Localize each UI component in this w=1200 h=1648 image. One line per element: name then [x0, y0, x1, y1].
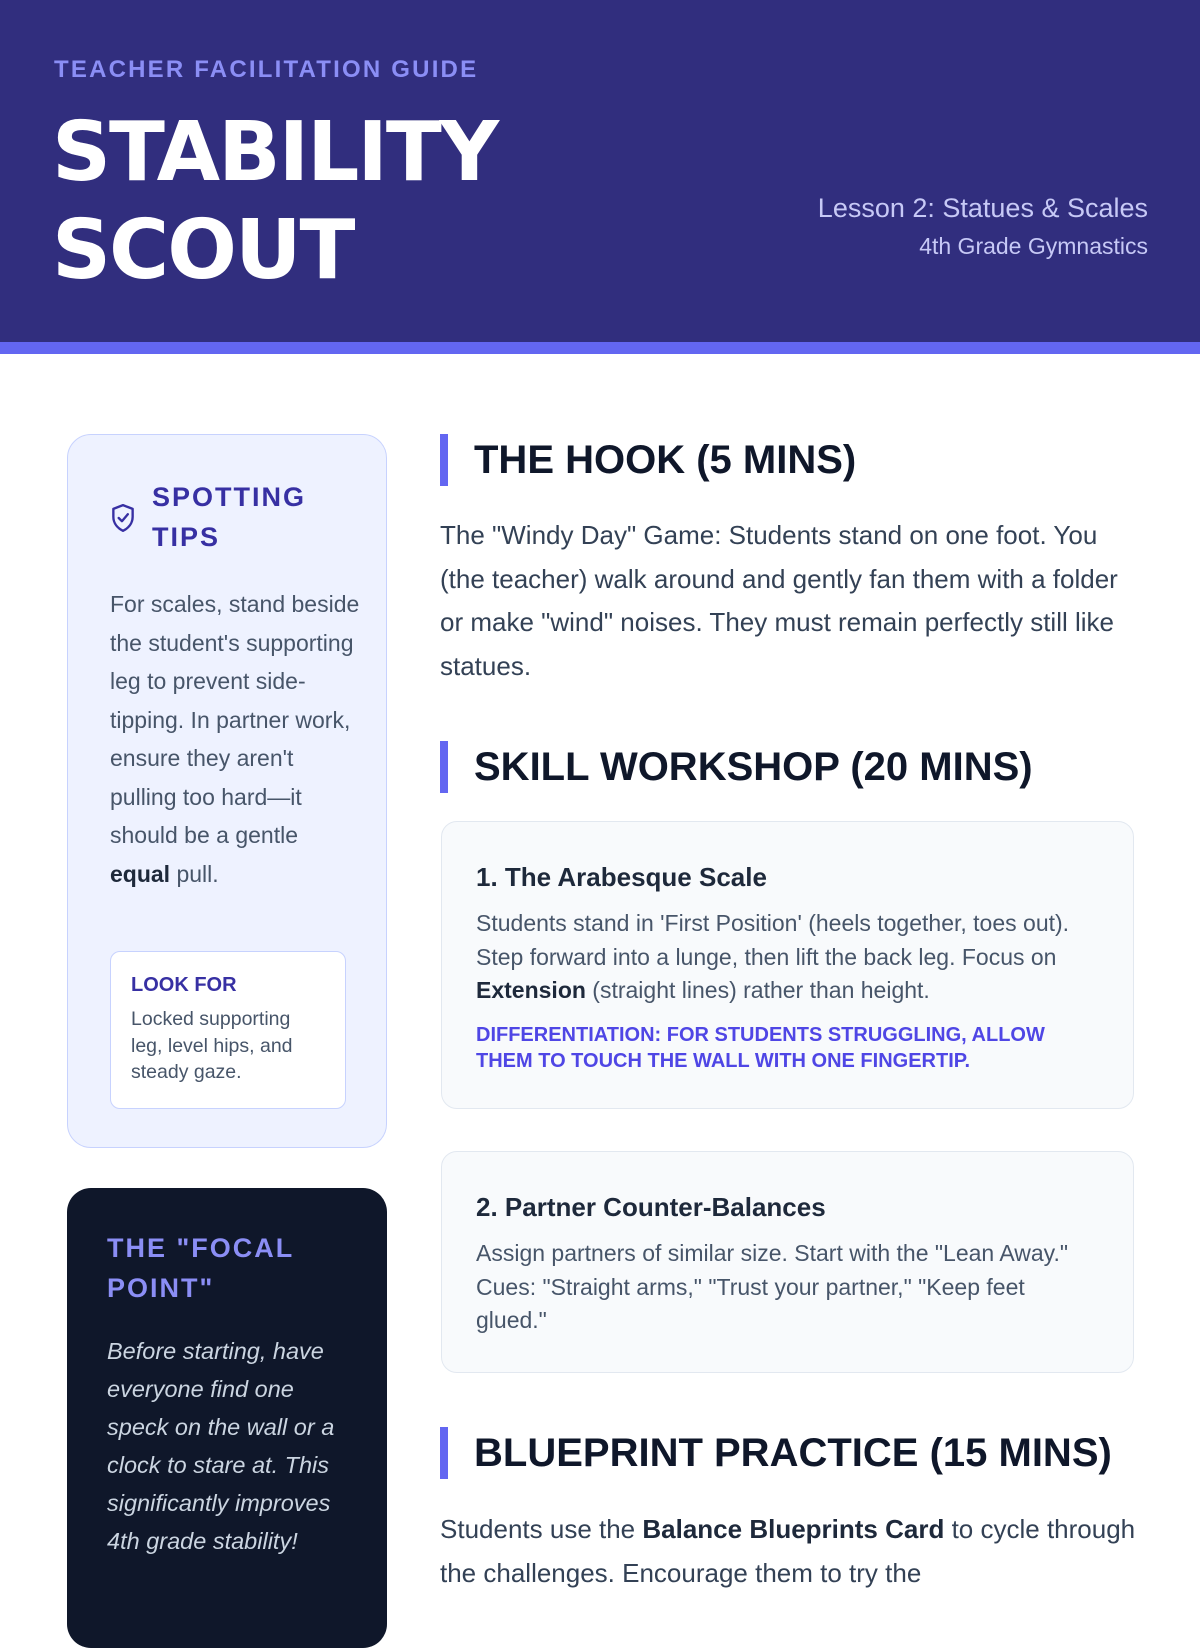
skill-card-partner — [441, 1151, 1134, 1373]
lesson-title: Lesson 2: Statues & Scales — [817, 193, 1148, 223]
skill-title: 1. The Arabesque Scale — [476, 862, 767, 892]
section-heading-blueprint: BLUEPRINT PRACTICE (15 MINS) — [440, 1427, 1140, 1479]
look-for-text: Locked supporting leg, level hips, and steady gaze. — [131, 1008, 293, 1083]
emphasis-equal: equal — [110, 860, 171, 887]
focal-point-title: THE "FOCAL POINT" — [107, 1233, 294, 1303]
shield-check-icon — [110, 503, 136, 533]
differentiation-note: DIFFERENTIATION: FOR STUDENTS STRUGGLING, ALLOW THEM TO TOUCH THE WALL WITH ONE FINGERTIP. — [476, 1023, 1045, 1072]
blueprint-text: Students use the Balance Blueprints Card to cycle through the challenges. Encourage them to try the — [440, 1514, 1136, 1588]
section-heading-hook: THE HOOK (5 MINS) — [440, 434, 1140, 486]
focal-point-card — [67, 1188, 387, 1648]
focal-point-body: Before starting, have everyone find one speck on the wall or a clock to stare at. This significantly improves 4th grade stability! — [107, 1338, 335, 1554]
section-heading-workshop: SKILL WORKSHOP (20 MINS) — [440, 741, 1140, 793]
title-line-1: STABILITY — [52, 105, 498, 200]
lesson-grade: 4th Grade Gymnastics — [919, 233, 1148, 259]
emphasis-blueprints-card: Balance Blueprints Card — [642, 1514, 945, 1544]
look-for-box — [110, 951, 346, 1109]
header-banner — [0, 0, 1200, 354]
hook-text: The "Windy Day" Game: Students stand on one foot. You (the teacher) walk around and gently fan them with a folder or make "wind" noises. They must remain perfectly still like statues. — [440, 520, 1118, 681]
eyebrow-label: TEACHER FACILITATION GUIDE — [54, 56, 479, 83]
lesson-meta — [808, 188, 1148, 262]
skill-title: 2. Partner Counter-Balances — [476, 1192, 826, 1222]
spotting-tips-title: SPOTTING TIPS — [152, 482, 307, 552]
spotting-tips-card — [67, 434, 387, 1148]
skill-text: Students stand in 'First Position' (heels together, toes out). Step forward into a lunge, then lift the back leg. Focus on Extension (straight lines) rather than height. — [476, 910, 1070, 1003]
title-line-2: SCOUT — [52, 203, 354, 298]
skill-card-arabesque — [441, 821, 1134, 1109]
page-title — [52, 104, 497, 300]
skill-text: Assign partners of similar size. Start with the "Lean Away." Cues: "Straight arms," "Trust your partner," "Keep feet glued." — [476, 1240, 1069, 1333]
emphasis-extension: Extension — [476, 977, 586, 1003]
spotting-tips-body: For scales, stand beside the student's supporting leg to prevent side-tipping. In partner work, ensure they aren't pulling too hard—it should be a gentle equal pull. — [110, 591, 360, 887]
look-for-label: LOOK FOR — [131, 974, 237, 996]
